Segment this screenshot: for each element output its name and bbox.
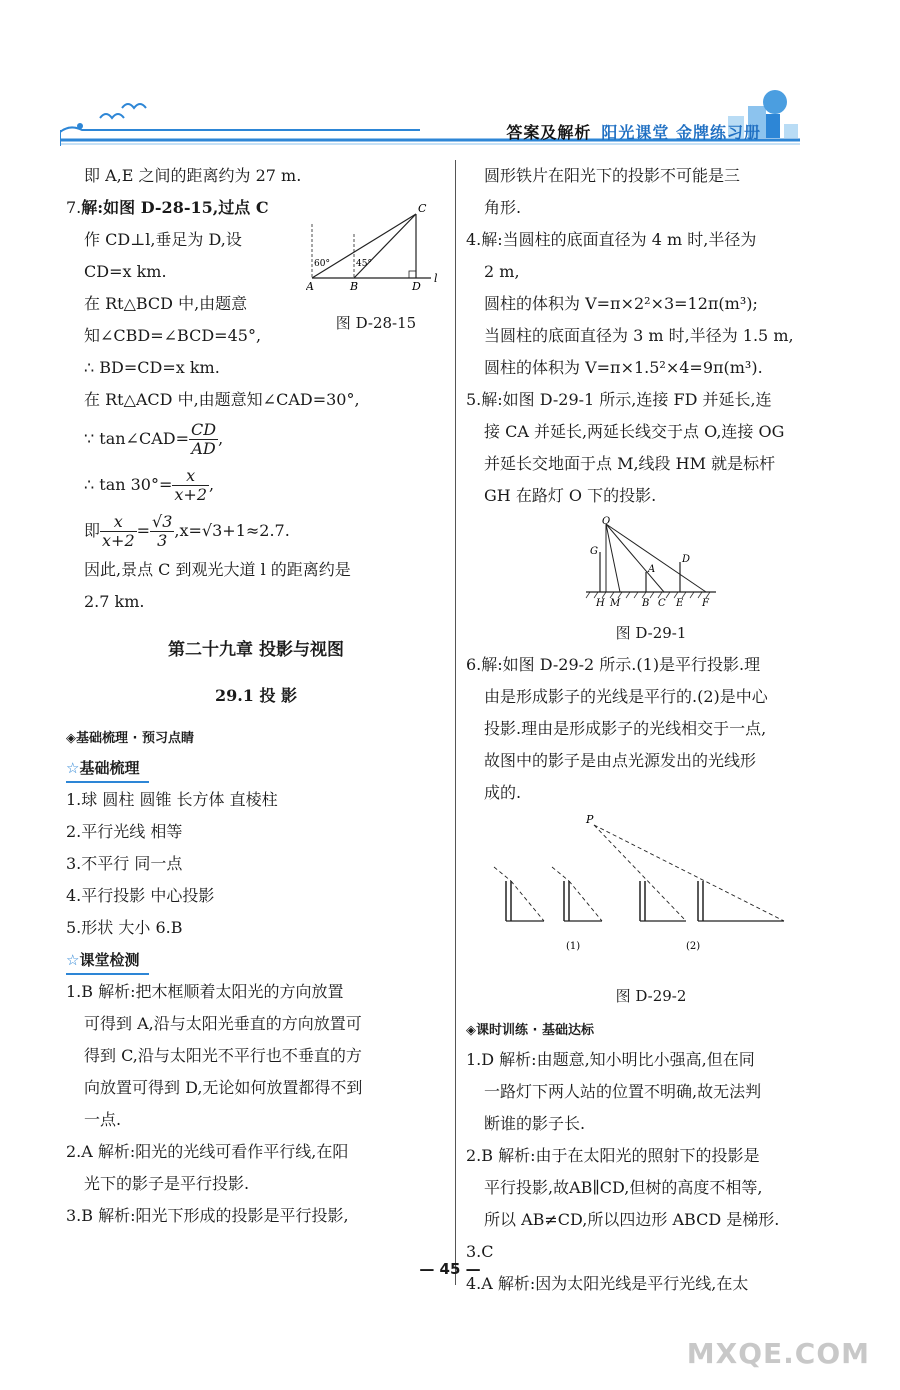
label-A: A <box>648 564 656 575</box>
text-line: = <box>136 521 151 540</box>
left-column <box>66 160 446 1232</box>
figure-d-29-1 <box>466 516 836 649</box>
text-line: 得到 C,沿与太阳光不平行也不垂直的方 <box>84 1046 362 1065</box>
text-line: GH 在路灯 O 下的投影. <box>484 486 657 505</box>
text-line: 1.B 解析:把木框顺着太阳光的方向放置 <box>66 982 344 1001</box>
text-line: 因此,景点 C 到观光大道 l 的距离约是 <box>84 560 351 579</box>
fraction <box>172 467 209 504</box>
text-line: ∴ BD=CD=x km. <box>84 358 220 377</box>
text-line: 4.解:当圆柱的底面直径为 4 m 时,半径为 <box>466 230 757 249</box>
label-C: C <box>418 202 427 215</box>
label-l: l <box>434 272 438 285</box>
label-sub-1: (1) <box>566 941 581 952</box>
band-icon: ◈ <box>466 1023 476 1038</box>
text-line: 投影.理由是形成影子的光线相交于一点, <box>484 719 767 738</box>
list-item: 1.球 圆柱 圆锥 长方体 直棱柱 <box>66 790 278 809</box>
text-line: 由是形成影子的光线是平行的.(2)是中心 <box>484 687 768 706</box>
text-line: 3.B 解析:阳光下形成的投影是平行投影, <box>66 1206 349 1225</box>
question-7 <box>66 192 446 618</box>
band-label: 课时训练 · 基础达标 <box>476 1023 594 1038</box>
text-line: , <box>209 475 215 494</box>
label-E: E <box>676 598 684 606</box>
text-line: 2 m, <box>484 262 520 281</box>
bird-icon <box>100 114 124 118</box>
label-F: F <box>702 598 709 606</box>
page-number: — 45 — <box>419 1260 481 1278</box>
bird-icon <box>122 104 146 108</box>
fraction-numerator: x <box>172 467 209 486</box>
figure-caption: 图 D-29-1 <box>615 624 687 642</box>
text-line: 断谁的影子长. <box>484 1114 586 1133</box>
text-line: 一点. <box>84 1110 122 1129</box>
text-line: 3.C <box>466 1242 494 1261</box>
question-number: 7. <box>66 198 82 217</box>
text-line: ∵ tan∠CAD= <box>84 429 189 448</box>
text-line: 5.解:如图 D-29-1 所示,连接 FD 并延长,连 <box>466 390 772 409</box>
label-B: B <box>350 280 359 293</box>
fraction-denominator: x+2 <box>174 485 207 504</box>
angle-45: 45° <box>356 259 372 269</box>
subsection-tag <box>66 755 149 783</box>
text-line: CD=x km. <box>84 262 167 281</box>
label-D: D <box>682 554 691 565</box>
fraction-numerator: x <box>100 513 137 532</box>
right-column <box>466 160 836 1300</box>
text-line: 接 CA 并延长,两延长线交于点 O,连接 OG <box>484 422 785 441</box>
label-D: D <box>412 280 421 293</box>
fraction <box>189 421 218 458</box>
text-line: ,x=√3+1≈2.7. <box>174 521 290 540</box>
text-line: 成的. <box>484 783 522 802</box>
text-line: 圆柱的体积为 V=π×1.5²×4=9π(m³). <box>484 358 763 377</box>
text-line: 所以 AB≠CD,所以四边形 ABCD 是梯形. <box>484 1210 780 1229</box>
fraction-denominator: 3 <box>157 531 168 550</box>
figure-caption: 图 D-28-15 <box>335 314 417 332</box>
tag-label: 基础梳理 <box>79 759 140 777</box>
tag-label: 课堂检测 <box>79 951 140 969</box>
list-item: 2.平行光线 相等 <box>66 822 183 841</box>
fraction-denominator: x+2 <box>102 531 135 550</box>
text-line: 1.D 解析:由题意,知小明比小强高,但在同 <box>466 1050 755 1069</box>
text-line: 一路灯下两人站的位置不明确,故无法判 <box>484 1082 762 1101</box>
page-header <box>60 90 805 160</box>
text-line: 4.A 解析:因为太阳光线是平行光线,在太 <box>466 1274 749 1293</box>
chapter-title: 第二十九章 投影与视图 <box>168 640 344 660</box>
figure-d-28-15 <box>306 194 446 332</box>
text-line: 2.7 km. <box>84 592 145 611</box>
section-band <box>66 726 446 752</box>
label-M: M <box>610 598 621 606</box>
label-H: H <box>596 598 605 606</box>
section-band <box>466 1018 836 1044</box>
text-line: 故图中的影子是由点光源发出的光线形 <box>484 751 757 770</box>
figure-caption: 图 D-29-2 <box>615 987 687 1005</box>
list-item: 5.形状 大小 6.B <box>66 918 183 937</box>
text-line: 解:如图 D-28-15,过点 C <box>81 198 269 217</box>
header-title <box>506 120 761 143</box>
section-title: 29.1 投 影 <box>214 686 298 705</box>
band-label: 基础梳理 · 预习点睛 <box>76 731 194 746</box>
label-sub-2: (2) <box>686 941 701 952</box>
label-G: G <box>590 546 598 557</box>
watermark-logo <box>686 1318 888 1384</box>
street-lamp-diagram <box>576 516 726 606</box>
list-item: 4.平行投影 中心投影 <box>66 886 215 905</box>
text-line: 平行投影,故AB∥CD,但树的高度不相等, <box>484 1178 763 1197</box>
fraction-numerator: CD <box>190 420 217 439</box>
star-icon: ☆ <box>66 951 80 969</box>
text-line: 即 <box>84 521 101 540</box>
text-line: 即 A,E 之间的距离约为 27 m. <box>84 166 302 185</box>
formula-line <box>66 508 446 554</box>
text-line: 2.B 解析:由于在太阳光的照射下的投影是 <box>466 1146 760 1165</box>
band-icon: ◈ <box>66 731 76 746</box>
header-title-main: 答案及解析 <box>506 123 592 142</box>
label-B: B <box>642 598 650 606</box>
angle-60: 60° <box>314 259 330 269</box>
text-line: , <box>218 429 224 448</box>
watermark-text: MXQE.COM <box>686 1337 870 1370</box>
label-O: O <box>602 516 611 527</box>
formula-line <box>66 416 446 462</box>
column-divider <box>455 160 456 1285</box>
fraction-numerator: √3 <box>152 512 173 531</box>
formula-line <box>66 462 446 508</box>
triangle-diagram <box>306 194 446 294</box>
text-line: 圆柱的体积为 V=π×2²×3=12π(m³); <box>484 294 758 313</box>
text-line: 在 Rt△BCD 中,由题意 <box>84 294 248 313</box>
projection-diagram <box>466 811 796 961</box>
fraction-denominator: AD <box>191 439 216 458</box>
label-C: C <box>658 598 666 606</box>
text-line: 当圆柱的底面直径为 3 m 时,半径为 1.5 m, <box>484 326 794 345</box>
label-A: A <box>306 280 314 293</box>
text-line: 光下的影子是平行投影. <box>84 1174 250 1193</box>
text-line: 6.解:如图 D-29-2 所示.(1)是平行投影.理 <box>466 655 761 674</box>
text-line: 向放置可得到 D,无论如何放置都得不到 <box>84 1078 363 1097</box>
subsection-tag <box>66 947 149 975</box>
label-P: P <box>586 813 594 826</box>
text-line: 圆形铁片在阳光下的投影不可能是三 <box>484 166 741 185</box>
star-icon: ☆ <box>66 759 80 777</box>
text-line: 作 CD⊥l,垂足为 D,设 <box>84 230 242 249</box>
text-line: 并延长交地面于点 M,线段 HM 就是标杆 <box>484 454 776 473</box>
text-line: 角形. <box>484 198 522 217</box>
text-line: ∴ tan 30°= <box>84 475 173 494</box>
text-line: 知∠CBD=∠BCD=45°, <box>84 326 262 345</box>
fraction <box>150 513 174 550</box>
text-line: 在 Rt△ACD 中,由题意知∠CAD=30°, <box>84 390 360 409</box>
header-title-brand: 阳光课堂 金牌练习册 <box>601 123 761 142</box>
figure-d-29-2 <box>466 811 836 1012</box>
text-line: 可得到 A,沿与太阳光垂直的方向放置可 <box>84 1014 362 1033</box>
list-item: 3.不平行 同一点 <box>66 854 183 873</box>
text-line: 2.A 解析:阳光的光线可看作平行线,在阳 <box>66 1142 349 1161</box>
fraction <box>100 513 137 550</box>
